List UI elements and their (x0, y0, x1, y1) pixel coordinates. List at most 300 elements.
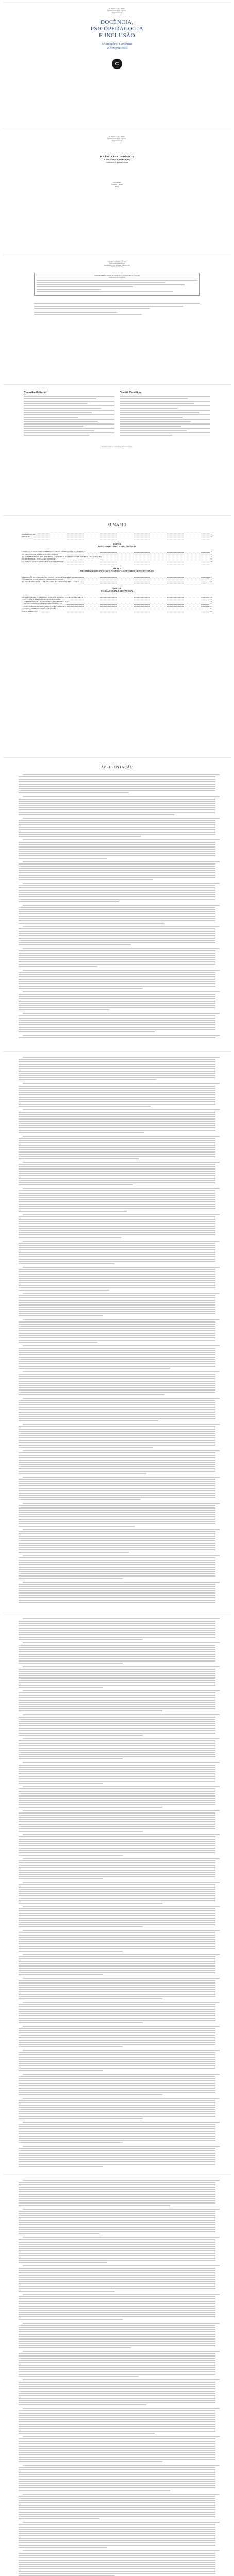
text-line (19, 2166, 103, 2167)
text-line (19, 2312, 215, 2313)
text-line (19, 1001, 215, 1002)
text-line (19, 1970, 215, 1971)
text-line (19, 1193, 215, 1194)
text-line (19, 1590, 215, 1591)
text-line (19, 2286, 215, 2287)
text-line (19, 1197, 215, 1198)
text-line (19, 2529, 215, 2530)
logo-letter: C (115, 61, 119, 66)
text-line (19, 1845, 215, 1846)
title-line: contextos e perspectivas (106, 161, 128, 164)
text-line (19, 1414, 215, 1415)
text-line (19, 1366, 215, 1367)
toc-entry-page: 127 (209, 580, 212, 583)
text-line (19, 1182, 215, 1183)
text-line (19, 1330, 215, 1331)
text-line (19, 1584, 215, 1585)
text-line (19, 1821, 215, 1822)
text-line (23, 1319, 220, 1320)
text-line (19, 2560, 215, 2561)
text-line (19, 1588, 215, 1589)
editor-name: Marlene Fernandes Sobreiro (107, 138, 127, 140)
text-line (23, 948, 220, 949)
text-line (19, 885, 215, 886)
text-line (19, 2061, 215, 2062)
toc-entry-title: 1 MOTIVAÇÃO DOCENTE: EXPERIÊNCIA DE UM PROFESSOR DE MATEMÁTICA (22, 551, 86, 553)
text-line (19, 1516, 215, 1517)
text-line (19, 1007, 215, 1008)
text-line (19, 1471, 215, 1472)
council-member-line (24, 430, 94, 431)
text-line (19, 2006, 215, 2007)
text-line (19, 2369, 215, 2370)
toc-entry[interactable] (22, 536, 212, 538)
text-line (19, 1490, 215, 1491)
text-line (19, 2382, 215, 2383)
text-line (19, 1361, 215, 1362)
text-line (19, 1315, 103, 1316)
text-line (19, 2571, 215, 2572)
title-page-imprint (3, 181, 231, 188)
text-line (23, 1555, 220, 1556)
text-line (23, 2026, 220, 2027)
text-line (19, 1743, 215, 1744)
text-line (19, 1385, 215, 1386)
text-line (23, 1013, 220, 1014)
text-line (19, 2018, 215, 2019)
text-line (19, 1932, 215, 1933)
copyright-line: Revisão: Os Autores (111, 266, 123, 268)
text-line (19, 1700, 215, 1701)
text-line (19, 2404, 146, 2405)
text-line (19, 1483, 215, 1484)
text-line (23, 2050, 220, 2051)
text-line (19, 2308, 215, 2309)
text-line (19, 1872, 215, 1873)
text-line (19, 1445, 215, 1446)
text-line (19, 1870, 215, 1871)
text-line (19, 1230, 215, 1231)
committee-member-line (120, 423, 210, 425)
summary-front-matter (22, 533, 212, 538)
text-line (19, 1387, 215, 1388)
text-line (23, 2002, 220, 2003)
text-line (19, 779, 215, 780)
text-line (19, 1547, 215, 1548)
committee-member-line (120, 405, 210, 406)
committee-member-line (120, 432, 210, 433)
text-line (19, 1630, 215, 1631)
notice-text-line (34, 303, 200, 304)
text-line (19, 1352, 215, 1353)
text-line (23, 1109, 220, 1110)
text-line (19, 1274, 215, 1275)
text-line (19, 1793, 215, 1794)
council-member-line (24, 401, 114, 402)
text-line (19, 1206, 215, 1207)
text-line (19, 2124, 215, 2125)
text-line (19, 2505, 215, 2506)
text-line (19, 2105, 215, 2106)
toc-entry-page: 19 (210, 551, 212, 553)
text-line (19, 2306, 215, 2307)
text-line (23, 1786, 220, 1787)
text-line (19, 1269, 215, 1270)
text-line (19, 2433, 155, 2434)
text-line (19, 2092, 215, 2093)
text-line (19, 2153, 215, 2154)
text-line (19, 1769, 215, 1770)
text-line (19, 1464, 215, 1465)
text-line (19, 1287, 215, 1288)
text-line (19, 1867, 215, 1868)
text-line (19, 1898, 215, 1899)
text-line (19, 2159, 215, 2160)
committee-member-line (120, 401, 210, 402)
text-line (19, 2083, 215, 2084)
text-line (19, 1389, 215, 1391)
catalog-card (34, 273, 200, 296)
text-line (19, 805, 215, 806)
text-line (19, 2319, 123, 2320)
text-line (19, 1600, 215, 1601)
text-line (19, 1247, 215, 1248)
text-line (19, 1114, 215, 1115)
toc-entry-title: 8 O USO DE RECURSOS LÚDICOS COMO RECURSO PSICOPEDAGÓGICO (22, 580, 79, 583)
text-line (19, 788, 215, 789)
text-line (19, 1154, 215, 1155)
text-line (19, 2229, 215, 2230)
text-line (19, 2557, 215, 2558)
text-line (19, 1376, 215, 1377)
text-line (19, 1647, 215, 1648)
text-line (19, 2078, 215, 2079)
text-line (19, 2184, 215, 2185)
text-line (19, 1941, 215, 1942)
text-line (19, 1029, 215, 1030)
text-line (19, 1460, 215, 1461)
text-line (19, 1208, 215, 1209)
text-line (19, 1915, 215, 1916)
text-line (19, 1592, 215, 1594)
text-line (19, 1234, 215, 1235)
text-line (19, 2479, 215, 2480)
committee-member-line (120, 414, 210, 415)
text-line (19, 2138, 215, 2139)
text-line (19, 1632, 215, 1633)
text-line (19, 2279, 215, 2280)
text-line (19, 1354, 215, 1355)
text-line (19, 781, 215, 782)
catalog-text-line (37, 284, 185, 285)
text-line (19, 1781, 215, 1782)
text-line (19, 863, 215, 865)
text-line (19, 2131, 215, 2132)
text-line (19, 1510, 215, 1511)
text-line (19, 1991, 215, 1992)
text-line (19, 1663, 123, 1664)
text-line (19, 1420, 158, 1421)
text-line (19, 2035, 215, 2036)
text-line (19, 1020, 215, 1021)
text-line (19, 1552, 129, 1553)
text-line (23, 2465, 220, 2466)
catalog-text-line (37, 286, 133, 287)
text-line (19, 986, 215, 987)
text-line (19, 1075, 215, 1076)
text-line (19, 2327, 215, 2328)
text-line (19, 1788, 215, 1789)
text-line (19, 1996, 215, 1997)
text-line (19, 1860, 215, 1861)
text-line (19, 1514, 215, 1515)
text-line (19, 1276, 215, 1277)
toc-entry-page: 245 (209, 610, 212, 613)
summary-part (22, 543, 212, 548)
text-line (19, 981, 215, 982)
text-line (19, 2191, 215, 2192)
text-line (19, 1750, 215, 1751)
cover-editors (3, 8, 231, 14)
text-line (19, 872, 215, 873)
summary-part-entries (22, 576, 212, 583)
toc-entry[interactable] (22, 610, 212, 613)
council-member-line (24, 421, 98, 422)
text-line (19, 1639, 143, 1640)
text-line (19, 2205, 170, 2206)
text-line (19, 2220, 215, 2221)
text-line (23, 1057, 220, 1058)
text-line (19, 1937, 215, 1938)
text-line (23, 2436, 220, 2437)
text-line (19, 1462, 215, 1463)
text-line (19, 1586, 215, 1587)
text-line (19, 1106, 151, 1107)
text-line (19, 1302, 215, 1303)
text-line (19, 2155, 215, 2156)
text-line (19, 1682, 215, 1683)
toc-entry-title: 6 PRODUÇÃO DE LINGUAGENS: SIGNOS E PSICOPEDAGOGIA (22, 575, 72, 578)
council-columns (24, 391, 210, 437)
text-line (23, 1810, 220, 1811)
publisher-logo-icon (112, 59, 122, 69)
cover-subtitle (3, 42, 231, 50)
toc-entry-page: 95 (210, 575, 212, 578)
text-line (19, 1493, 215, 1494)
text-line (19, 1519, 215, 1520)
text-line (19, 2474, 215, 2475)
text-line (19, 1658, 215, 1659)
text-line (19, 1575, 215, 1577)
text-line (23, 2209, 220, 2210)
council-page (3, 384, 231, 512)
cover-title (3, 19, 231, 39)
text-line (19, 1485, 215, 1486)
text-line (23, 926, 220, 927)
text-line (19, 1815, 215, 1816)
text-line (19, 896, 215, 897)
text-line (19, 1939, 215, 1940)
text-line (19, 1309, 215, 1310)
text-line (19, 1392, 215, 1393)
toc-entry-title: 11 ACESSIBILIDADE ARQUITETÔNICA EM UMA PÚBLICA (22, 600, 68, 603)
text-line (19, 1740, 215, 1741)
text-line (23, 2294, 220, 2295)
text-line (19, 899, 215, 900)
text-line (19, 1920, 215, 1921)
text-line (19, 2182, 215, 2183)
text-line (19, 849, 215, 850)
text-line (19, 1337, 215, 1338)
text-line (19, 1543, 215, 1544)
text-line (19, 1156, 215, 1157)
text-line (19, 801, 215, 802)
text-line (19, 1466, 215, 1467)
text-line (19, 2187, 215, 2188)
text-line (19, 2215, 215, 2216)
text-line (19, 1733, 215, 1734)
text-line (19, 979, 215, 980)
text-line (19, 1071, 215, 1072)
text-line (19, 1195, 215, 1196)
text-line (19, 1031, 155, 1032)
council-member-line (24, 396, 114, 397)
text-line (19, 1381, 215, 1382)
text-line (19, 2272, 215, 2273)
text-line (19, 2022, 143, 2023)
text-line (19, 2211, 215, 2212)
text-line (19, 2395, 215, 2396)
text-line (19, 1204, 215, 1205)
text-line (19, 1505, 215, 1506)
text-line (19, 1256, 215, 1257)
text-line (19, 1889, 215, 1890)
text-line (19, 2239, 215, 2240)
text-line (19, 2566, 215, 2567)
text-line (19, 2296, 215, 2297)
text-line (19, 2413, 215, 2414)
text-line (23, 905, 220, 906)
text-line (19, 1324, 215, 1325)
text-line (19, 2338, 215, 2340)
text-line (19, 2107, 215, 2108)
text-line (19, 2044, 215, 2045)
text-line (19, 2113, 215, 2114)
text-line (23, 991, 220, 992)
toc-entry[interactable] (22, 561, 212, 563)
text-line (19, 1804, 215, 1805)
text-line (19, 844, 215, 845)
text-line (19, 2090, 215, 2091)
toc-entry-title: APRESENTAÇÃO (22, 533, 36, 535)
text-line (19, 2059, 215, 2060)
council-member-line (24, 428, 114, 429)
committee-member-line (120, 421, 191, 422)
text-line (23, 1345, 220, 1346)
text-line (19, 1673, 215, 1674)
committee-member-line (120, 408, 178, 409)
text-line (19, 1290, 109, 1291)
text-line (19, 1874, 215, 1875)
text-line (19, 2509, 215, 2510)
text-line (19, 1297, 215, 1298)
text-line (19, 966, 97, 967)
toc-entry[interactable] (22, 581, 212, 583)
text-line (19, 1767, 215, 1768)
text-line (19, 1549, 215, 1550)
text-line (19, 1656, 215, 1657)
text-line (19, 2555, 215, 2556)
toc-entry-page: 143 (209, 596, 212, 598)
text-line (23, 1035, 220, 1036)
text-line (19, 2500, 215, 2501)
text-line (19, 1300, 215, 1301)
text-line (19, 1201, 215, 1202)
text-line (19, 1507, 215, 1509)
text-line (19, 1578, 123, 1579)
council-member-line (24, 435, 89, 436)
text-line (19, 2288, 215, 2289)
text-line (19, 2367, 215, 2368)
text-line (19, 812, 215, 813)
text-line (19, 1383, 215, 1384)
text-line (19, 1852, 215, 1853)
editorial-council-heading: Conselho Editorial: (24, 391, 47, 394)
text-line (23, 1906, 220, 1907)
text-line (19, 1865, 215, 1866)
text-line (19, 2542, 215, 2543)
toc-entry-page: 113 (210, 578, 212, 581)
text-line (19, 959, 215, 960)
text-line (19, 2452, 215, 2453)
text-line (19, 2277, 215, 2278)
text-line (19, 1704, 215, 1705)
text-line (19, 1564, 215, 1565)
text-line (19, 1675, 215, 1676)
text-line (19, 1807, 162, 1808)
text-line (19, 1024, 215, 1025)
text-line (23, 1083, 220, 1084)
copyright-credits (3, 261, 231, 268)
text-line (19, 2116, 215, 2117)
text-line (19, 1073, 215, 1074)
text-line (19, 1987, 215, 1988)
text-line (19, 1173, 215, 1174)
text-line (19, 2347, 131, 2348)
publisher-city: Curitiba – Brasil (111, 183, 123, 185)
text-line (19, 955, 215, 956)
text-line (19, 2088, 215, 2089)
text-line (19, 1538, 215, 1539)
text-line (19, 1980, 215, 1981)
text-line (19, 820, 215, 821)
text-line (19, 1168, 215, 1170)
text-line (19, 1523, 215, 1524)
text-line (23, 1503, 220, 1504)
text-line (19, 1623, 215, 1624)
text-line (19, 2573, 215, 2574)
toc-entry-page: 179 (209, 600, 212, 603)
text-line (19, 1350, 215, 1351)
text-line (23, 1762, 220, 1763)
text-line (19, 2258, 215, 2259)
text-line (19, 1540, 215, 1541)
text-line (19, 2467, 215, 2468)
text-line (19, 2080, 215, 2081)
summary-part (22, 588, 212, 592)
catalog-text-line (37, 289, 101, 290)
text-line (19, 1595, 215, 1596)
